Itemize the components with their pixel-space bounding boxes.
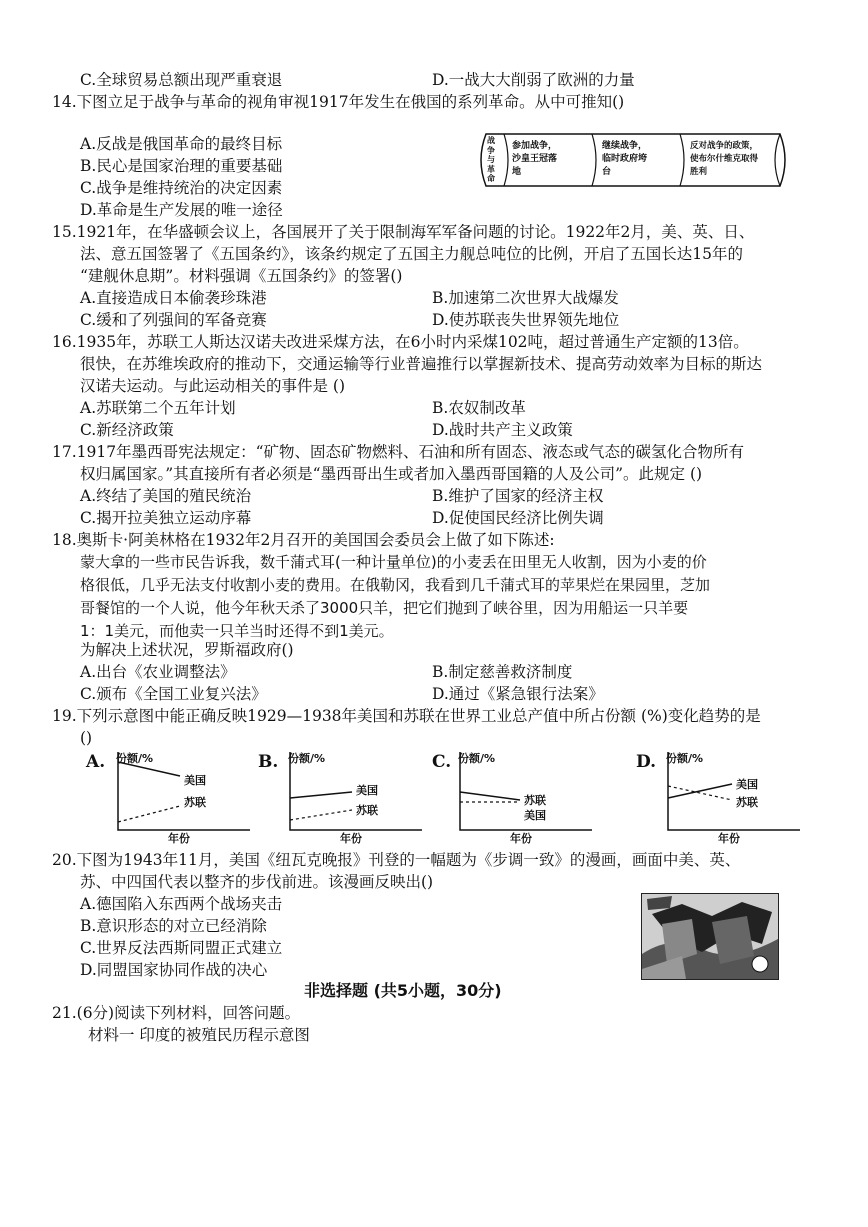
chart-d bbox=[660, 748, 810, 844]
scroll-seg3-line: 使布尔什维克取得 bbox=[690, 154, 759, 164]
q21-material-title: 材料一 印度的被殖民历程示意图 bbox=[88, 1026, 310, 1044]
scroll-head-char: 战 bbox=[487, 136, 495, 145]
chart-b bbox=[282, 748, 432, 844]
chart-c-xlabel: 年份 bbox=[510, 832, 532, 845]
marching-cartoon-image bbox=[641, 893, 779, 980]
q18-follow-up: 为解决上述状况，罗斯福政府() bbox=[80, 641, 294, 659]
q15-option-d: D.使苏联丧失世界领先地位 bbox=[432, 311, 620, 329]
q15-option-b: B.加速第二次世界大战爆发 bbox=[432, 289, 619, 307]
q15-stem-line-1: 15.1921年，在华盛顿会议上，各国展开了关于限制海军军备问题的讨论。1922年2月，美、英、日、 bbox=[52, 223, 755, 241]
chart-c-usa-line bbox=[460, 792, 520, 800]
q15-option-c: C.缓和了列强间的军备竞赛 bbox=[80, 311, 267, 329]
q14-option-a: A.反战是俄国革命的最终目标 bbox=[80, 135, 283, 153]
chart-d-ylabel: 份额/% bbox=[666, 752, 704, 765]
q20-stem-line-2: 苏、中四国代表以整齐的步伐前进。该漫画反映出() bbox=[80, 873, 434, 891]
q19-stem-line-2: () bbox=[80, 729, 93, 747]
chart-a-ussr-line bbox=[118, 806, 180, 822]
chart-d-usa-line bbox=[668, 784, 732, 798]
chart-d-top-label: 美国 bbox=[736, 778, 758, 791]
q18-quote-line-3: 哥餐馆的一个人说，他今年秋天杀了3000只羊，把它们抛到了峡谷里，因为用船运一只羊要 bbox=[80, 599, 689, 617]
scroll-seg2-line: 台 bbox=[602, 167, 612, 177]
q20-option-a: A.德国陷入东西两个战场夹击 bbox=[80, 895, 283, 913]
chart-d-xlabel: 年份 bbox=[718, 832, 740, 845]
q15-stem-line-2: 法、意五国签署了《五国条约》，该条约规定了五国主力舰总吨位的比例，开启了五国长达15年的 bbox=[80, 245, 743, 263]
chart-a-top-label: 美国 bbox=[184, 774, 206, 787]
q14-option-b: B.民心是国家治理的重要基础 bbox=[80, 157, 283, 175]
q18-option-d: D.通过《紧急银行法案》 bbox=[432, 685, 604, 703]
scroll-head-char: 革 bbox=[487, 164, 495, 174]
q14-option-c: C.战争是维持统治的决定因素 bbox=[80, 179, 283, 197]
q20-option-b: B.意识形态的对立已经消除 bbox=[80, 917, 267, 935]
q20-option-c: C.世界反法西斯同盟正式建立 bbox=[80, 939, 283, 957]
revolution-scroll-diagram bbox=[474, 128, 792, 192]
q15-stem-line-3: “建舰休息期”。材料强调《五国条约》的签署() bbox=[80, 267, 403, 285]
q18-option-c: C.颁布《全国工业复兴法》 bbox=[80, 685, 267, 703]
chart-b-top-label: 美国 bbox=[356, 784, 378, 797]
scroll-seg3-line: 反对战争的政策， bbox=[690, 141, 759, 151]
chart-b-letter: B. bbox=[258, 752, 279, 772]
q18-stem: 18.奥斯卡·阿美林格在1932年2月召开的美国国会委员会上做了如下陈述: bbox=[52, 531, 555, 549]
chart-b-ylabel: 份额/% bbox=[288, 752, 326, 765]
section-title: 非选择题 (共5小题，30分) bbox=[304, 981, 502, 1000]
q13-option-d: D.一战大大削弱了欧洲的力量 bbox=[432, 71, 635, 89]
q21-stem: 21.(6分)阅读下列材料，回答问题。 bbox=[52, 1004, 301, 1022]
scroll-head-char: 与 bbox=[487, 155, 495, 164]
q15-option-a: A.直接造成日本偷袭珍珠港 bbox=[80, 289, 267, 307]
q14-stem: 14.下图立足于战争与革命的视角审视1917年发生在俄国的系列革命。从中可推知() bbox=[52, 93, 625, 111]
scroll-seg1-line: 沙皇王冠落 bbox=[512, 154, 558, 164]
q18-quote-line-2: 格很低，几乎无法支付收割小麦的费用。在俄勒冈，我看到几千蒲式耳的苹果烂在果园里，芝加 bbox=[80, 576, 711, 594]
q16-stem-line-1: 16.1935年，苏联工人斯达汉诺夫改进采煤方法，在6小时内采煤102吨，超过普通生产定额的13倍。 bbox=[52, 333, 749, 351]
scroll-head-char: 争 bbox=[487, 145, 495, 155]
q18-quote-line-4: 1：1美元，而他卖一只羊当时还得不到1美元。 bbox=[80, 622, 394, 640]
chart-b-ussr-line bbox=[290, 810, 352, 820]
q17-option-b: B.维护了国家的经济主权 bbox=[432, 487, 604, 505]
q16-stem-line-2: 很快，在苏维埃政府的推动下，交通运输等行业普遍推行以掌握新技术、提高劳动效率为目标的斯达 bbox=[80, 355, 763, 373]
q18-option-b: B.制定慈善救济制度 bbox=[432, 663, 573, 681]
q13-option-c: C.全球贸易总额出现严重衰退 bbox=[80, 71, 283, 89]
chart-a-letter: A. bbox=[86, 752, 106, 772]
q16-option-a: A.苏联第二个五年计划 bbox=[80, 399, 236, 417]
chart-a-ylabel: 份额/% bbox=[116, 752, 154, 765]
chart-c-bottom-label: 美国 bbox=[524, 809, 546, 822]
scroll-seg1-line: 地 bbox=[512, 167, 522, 177]
chart-b-xlabel: 年份 bbox=[340, 832, 362, 845]
chart-c-letter: C. bbox=[432, 752, 452, 772]
chart-d-bottom-label: 苏联 bbox=[736, 796, 758, 809]
q17-option-c: C.揭开拉美独立运动序幕 bbox=[80, 509, 252, 527]
q16-option-d: D.战时共产主义政策 bbox=[432, 421, 573, 439]
chart-c-top-label: 苏联 bbox=[524, 794, 546, 807]
scroll-seg1-line: 参加战争， bbox=[512, 141, 558, 151]
chart-d-ussr-line bbox=[668, 786, 732, 800]
scroll-seg3-line: 胜利 bbox=[690, 167, 708, 177]
chart-b-bottom-label: 苏联 bbox=[356, 804, 378, 817]
chart-c bbox=[452, 748, 602, 844]
q16-stem-line-3: 汉诺夫运动。与此运动相关的事件是 () bbox=[80, 377, 346, 395]
q17-stem-line-1: 17.1917年墨西哥宪法规定：“矿物、固态矿物燃料、石油和所有固态、液态或气态的碳氢化合物所有 bbox=[52, 443, 745, 461]
q18-option-a: A.出台《农业调整法》 bbox=[80, 663, 236, 681]
q18-quote-line-1: 蒙大拿的一些市民告诉我，数千蒲式耳(一种计量单位)的小麦丢在田里无人收割，因为小麦的价 bbox=[80, 553, 707, 571]
q20-stem-line-1: 20.下图为1943年11月，美国《纽瓦克晚报》刊登的一幅题为《步调一致》的漫画，画面中美、英、 bbox=[52, 851, 741, 869]
chart-a-xlabel: 年份 bbox=[168, 832, 190, 845]
q19-stem-line-1: 19.下列示意图中能正确反映1929—1938年美国和苏联在世界工业总产值中所占份额 (%)变化趋势的是 bbox=[52, 707, 761, 725]
chart-b-usa-line bbox=[290, 792, 352, 798]
chart-a bbox=[110, 748, 260, 844]
chart-d-letter: D. bbox=[636, 752, 657, 772]
q17-option-d: D.促使国民经济比例失调 bbox=[432, 509, 604, 527]
q16-option-b: B.农奴制改革 bbox=[432, 399, 526, 417]
chart-a-bottom-label: 苏联 bbox=[184, 796, 206, 809]
scroll-seg2-line: 继续战争， bbox=[602, 141, 648, 151]
q17-stem-line-2: 权归属国家。”其直接所有者必须是“墨西哥出生或者加入墨西哥国籍的人及公司”。此规定 () bbox=[80, 465, 703, 483]
scroll-head-char: 命 bbox=[487, 174, 495, 183]
scroll-seg2-line: 临时政府垮 bbox=[602, 154, 648, 164]
q17-option-a: A.终结了美国的殖民统治 bbox=[80, 487, 252, 505]
q20-option-d: D.同盟国家协同作战的决心 bbox=[80, 961, 268, 979]
q16-option-c: C.新经济政策 bbox=[80, 421, 174, 439]
chart-c-ylabel: 份额/% bbox=[458, 752, 496, 765]
q14-option-d: D.革命是生产发展的唯一途径 bbox=[80, 201, 283, 219]
